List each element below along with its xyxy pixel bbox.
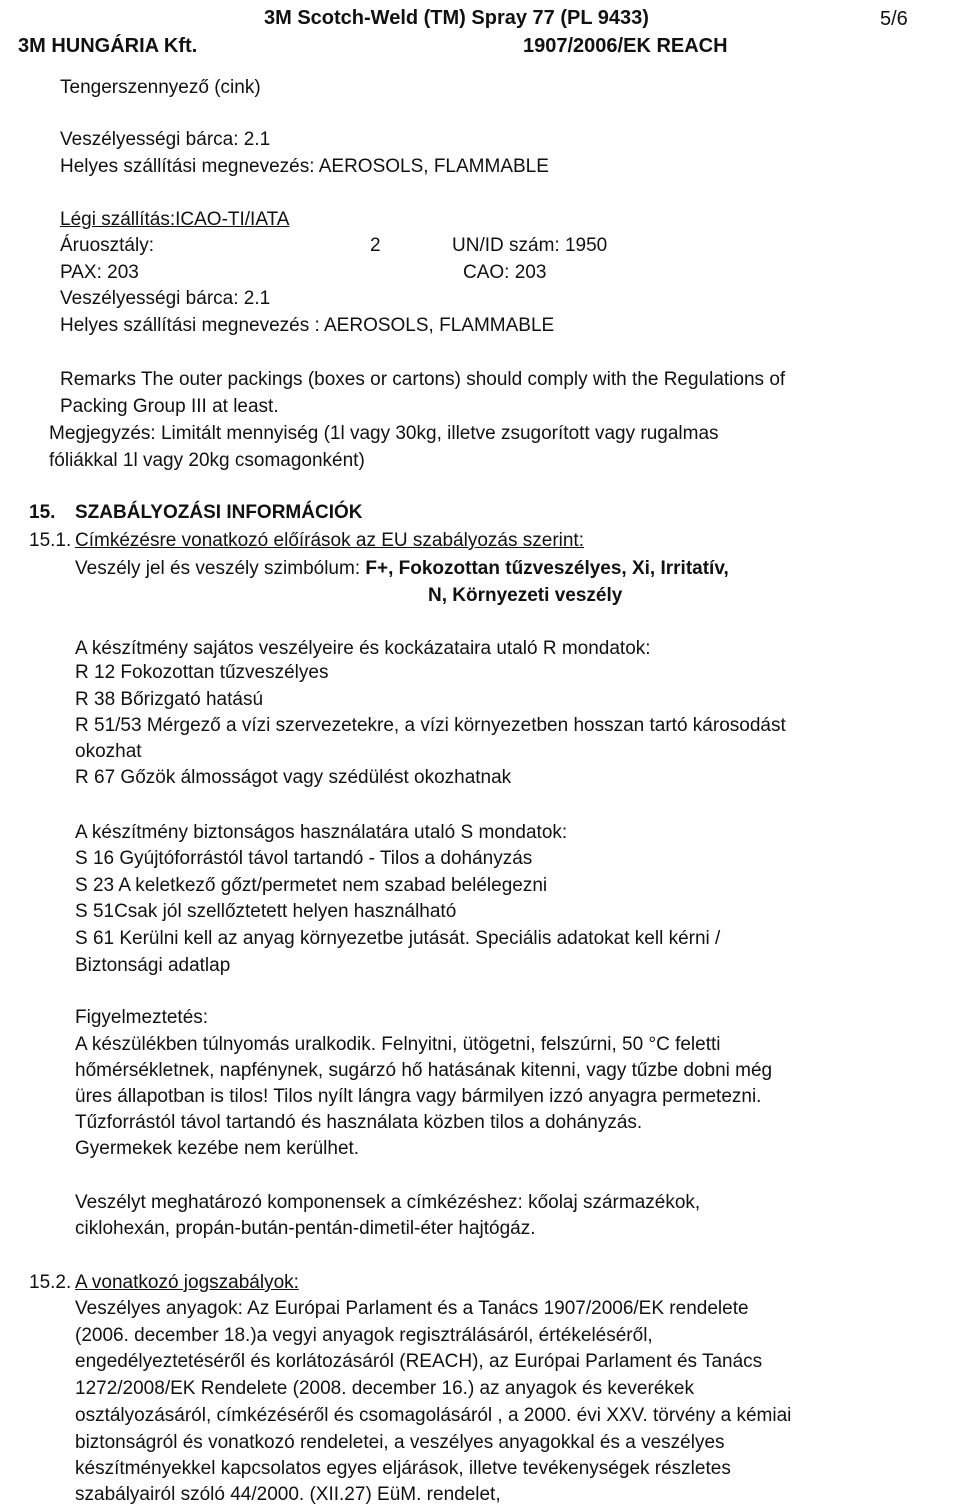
subsection-2-number: 15.2. — [29, 1272, 72, 1293]
r-phrase: R 67 Gőzök álmosságot vagy szédülést okozhatnak — [75, 767, 512, 788]
s-phrase: Biztonsági adatlap — [75, 955, 231, 976]
s-phrase: S 61 Kerülni kell az anyag környezetbe jutását. Speciális adatokat kell kérni / — [75, 928, 721, 949]
hazard-label-1: Veszélyességi bárca: 2.1 — [60, 129, 271, 150]
warning-line: A készülékben túlnyomás uralkodik. Felnyitni, ütögetni, felszúrni, 50 °C feletti — [75, 1034, 721, 1055]
warning-line: hőmérsékletnek, napfénynek, sugárzó hő hatásának kitenni, vagy tűzbe dobni még — [75, 1060, 773, 1081]
company-name: 3M HUNGÁRIA Kft. — [18, 35, 198, 57]
warning-title: Figyelmeztetés: — [75, 1007, 209, 1028]
warning-line: Tűzforrástól távol tartandó és használata közben tilos a dohányzás. — [75, 1112, 643, 1133]
note-line-1: Megjegyzés: Limitált mennyiség (1l vagy 30kg, illetve zsugorított vagy rugalmas — [49, 423, 719, 444]
hazard-symbol-line — [75, 558, 729, 580]
law-line: készítményekkel kapcsolatos egyes eljárások, illetve tevékenységek részletes — [75, 1458, 731, 1479]
r-phrase: R 38 Bőrizgató hatású — [75, 689, 264, 710]
page-number: 5/6 — [880, 8, 908, 30]
subsection-1-number: 15.1. — [29, 530, 72, 551]
warning-line: üres állapotban is tilos! Tilos nyílt lángra vagy bármilyen izzó anyagra permetezni. — [75, 1086, 762, 1107]
cao-value: CAO: 203 — [463, 262, 547, 283]
hazard-symbol-value: F+, Fokozottan tűzveszélyes, Xi, Irritatív, — [365, 558, 729, 579]
remarks-line-1: Remarks The outer packings (boxes or cartons) should comply with the Regulations of — [60, 369, 786, 390]
marine-pollutant: Tengerszennyező (cink) — [60, 77, 261, 98]
law-line: (2006. december 18.)a vegyi anyagok regisztrálásáról, értékeléséről, — [75, 1325, 653, 1346]
remarks-line-2: Packing Group III at least. — [60, 396, 279, 417]
subsection-2-title: A vonatkozó jogszabályok: — [75, 1272, 299, 1293]
components-line: Veszélyt meghatározó komponensek a címkézéshez: kőolaj származékok, — [75, 1192, 701, 1213]
class-label: Áruosztály: — [60, 235, 154, 256]
law-line: szabályairól szóló 44/2000. (XII.27) EüM. rendelet, — [75, 1484, 501, 1505]
r-phrase: okozhat — [75, 741, 142, 762]
shipping-name-1: Helyes szállítási megnevezés: AEROSOLS, FLAMMABLE — [60, 156, 549, 177]
s-phrase: S 16 Gyújtóforrástól távol tartandó - Tilos a dohányzás — [75, 848, 533, 869]
subsection-1-title: Címkézésre vonatkozó előírások az EU szabályozás szerint: — [75, 530, 584, 551]
regulation-reference: 1907/2006/EK REACH — [523, 35, 728, 57]
note-line-2: fóliákkal 1l vagy 20kg csomagonként) — [49, 450, 365, 471]
r-phrases-intro: A készítmény sajátos veszélyeire és kockázataira utaló R mondatok: — [75, 638, 651, 659]
r-phrase: R 12 Fokozottan tűzveszélyes — [75, 662, 329, 683]
s-phrase: S 51Csak jól szellőztetett helyen használható — [75, 901, 457, 922]
law-line: biztonságról és vonatkozó rendeletei, a veszélyes anyagokkal és a veszélyes — [75, 1432, 725, 1453]
product-title: 3M Scotch-Weld (TM) Spray 77 (PL 9433) — [264, 7, 649, 29]
section-number: 15. — [29, 502, 56, 523]
section-title: SZABÁLYOZÁSI INFORMÁCIÓK — [75, 502, 363, 523]
hazard-label-2: Veszélyességi bárca: 2.1 — [60, 288, 271, 309]
un-id-number: UN/ID szám: 1950 — [452, 235, 608, 256]
shipping-name-2: Helyes szállítási megnevezés : AEROSOLS, FLAMMABLE — [60, 315, 555, 336]
law-line: 1272/2008/EK Rendelete (2008. december 16.) az anyagok és keverékek — [75, 1378, 694, 1399]
components-line: ciklohexán, propán-bután-pentán-dimetil-éter hajtógáz. — [75, 1218, 536, 1239]
s-phrase: S 23 A keletkező gőzt/permetet nem szabad belélegezni — [75, 875, 548, 896]
hazard-symbol-label: Veszély jel és veszély szimbólum: — [75, 558, 366, 579]
s-phrases-intro: A készítmény biztonságos használatára utaló S mondatok: — [75, 822, 568, 843]
law-line: engedélyeztetéséről és korlátozásáról (REACH), az Európai Parlament és Tanács — [75, 1351, 763, 1372]
hazard-symbol-value-2: N, Környezeti veszély — [428, 585, 623, 606]
law-line: Veszélyes anyagok: Az Európai Parlament és a Tanács 1907/2006/EK rendelete — [75, 1298, 749, 1319]
class-value: 2 — [370, 235, 381, 256]
law-line: osztályozásáról, címkézéséről és csomagolásáról , a 2000. évi XXV. törvény a kémiai — [75, 1405, 792, 1426]
r-phrase: R 51/53 Mérgező a vízi szervezetekre, a vízi környezetben hosszan tartó károsodást — [75, 715, 786, 736]
pax-value: PAX: 203 — [60, 262, 139, 283]
warning-line: Gyermekek kezébe nem kerülhet. — [75, 1138, 360, 1159]
air-transport-title: Légi szállítás:ICAO-TI/IATA — [60, 209, 290, 230]
